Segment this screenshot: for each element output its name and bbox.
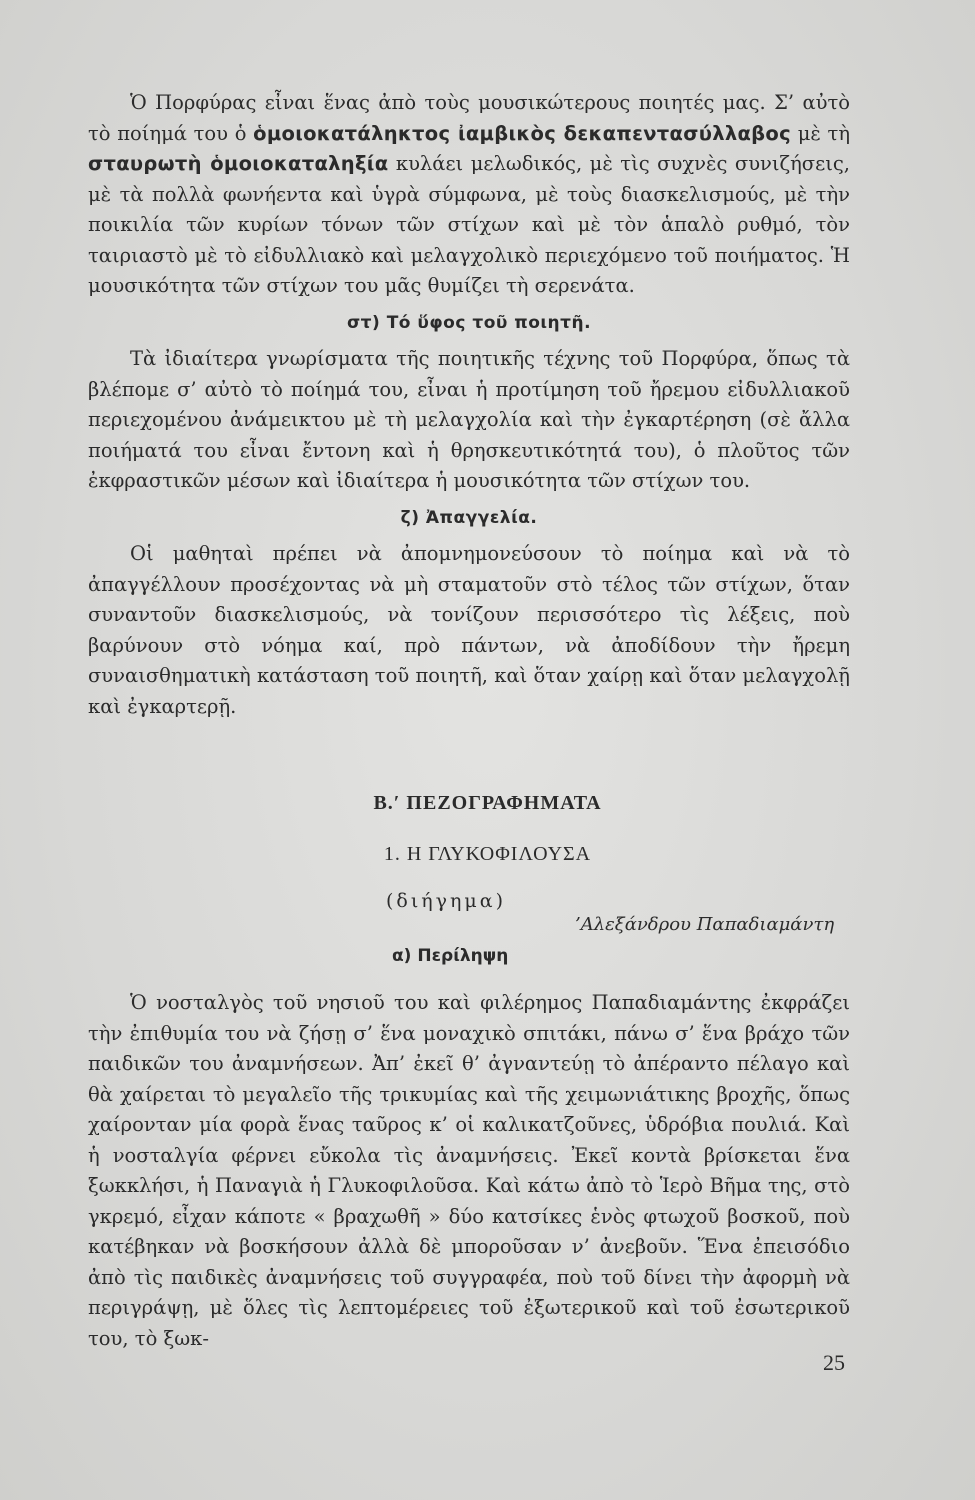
author-name: ’Αλεξάνδρου Παπαδιαμάντη xyxy=(575,914,835,935)
paragraph-summary: Ὁ νοσταλγὸς τοῦ νησιοῦ του καὶ φιλέρημος Παπαδιαμάντης ἐκφράζει τὴν ἐπιθυμία του νὰ ζήσῃ σ’ ἕνα μοναχικὸ σπιτάκι, πάνω σ’ ἕνα βράχο τῶν παιδικῶν του ἀναμνήσεων. Ἀπ’ ἐκεῖ θ’ ἀγναντεύῃ τὸ ἀπέραντο πέλαγο καὶ θὰ χαίρεται τὸ μεγαλεῖο τῆς τρικυμίας καὶ τῆς χειμωνιάτικης βροχῆς, ὅπως χαίρονταν μία φορὰ ἕνας ταῦρος κ’ οἱ καλικατζοῦνες, ὑδρόβια πουλιά. Καὶ ἡ νοσταλγία φέρνει εὔκολα τὶς ἀναμνήσεις. Ἐκεῖ κοντὰ βρίσκεται ἕνα ξωκκλήσι, ἡ Παναγιὰ ἡ Γλυκοφιλοῦσα. Καὶ κάτω ἀπὸ τὸ Ἱερὸ Βῆμα της, στὸ γκρεμό, εἶχαν κάποτε « βραχωθῆ » δύο κατσίκες ἑνὸς φτωχοῦ βοσκοῦ, ποὺ κατέβηκαν νὰ βοσκήσουν ἀλλὰ δὲ μποροῦσαν ν’ ἀνεβοῦν. Ἕνα ἐπεισόδιο ἀπὸ τὶς παιδικὲς ἀναμνήσεις τοῦ συγγραφέα, ποὺ τοῦ δίνει τὴν ἀφορμὴ νὰ περιγράψῃ, μὲ ὅλες τὶς λεπτομέρειες τοῦ ἐξωτερικοῦ καὶ τοῦ ἐσωτερικοῦ του, τὸ ξωκ- xyxy=(88,991,850,1350)
page-number: 25 xyxy=(823,1350,845,1375)
subheading-recitation: ζ) Ἀπαγγελία. xyxy=(400,507,538,528)
body-text-top xyxy=(88,88,850,722)
subheading-style: στ) Τό ὕφος τοῦ ποιητῆ. xyxy=(346,312,592,333)
section-title: Β.′ ΠΕΖΟΓΡΑΦΗΜΑΤΑ xyxy=(373,792,602,814)
paragraph-recitation: Οἱ μαθηταὶ πρέπει νὰ ἀπομνημονεύσουν τὸ ποίημα καὶ νὰ τὸ ἀπαγγέλλουν προσέχοντας νὰ μὴ σταματοῦν στὸ τέλος τῶν στίχων, ὅταν συναντοῦν διασκελισμούς, νὰ τονίζουν περισσότερο τὶς λέξεις, ποὺ βαρύνουν στὸ νόημα καί, πρὸ πάντων, νὰ ἀποδίδουν τὴν ἤρεμη συναισθηματικὴ κατάσταση τοῦ ποιητῆ, καὶ ὅταν χαίρῃ καὶ ὅταν μελαγχολῇ καὶ ἐγκαρτερῇ. xyxy=(88,542,850,718)
story-title: 1. Η ΓΛΥΚΟΦΙΛΟΥΣΑ xyxy=(383,843,592,865)
bold-term-rhyme: σταυρωτὴ ὁμοιοκαταληξία xyxy=(88,152,389,175)
genre-label: (διήγημα) xyxy=(386,890,507,912)
bold-term-meter: ὁμοιοκατάληκτος ἰαμβικὸς δεκαπεντασύλλαβος xyxy=(253,121,791,145)
paragraph-musicality: Ὁ Πορφύρας εἶναι ἕνας ἀπὸ τοὺς μουσικώτερους ποιητές μας. Σ’ αὐτὸ τὸ ποίημά του ὁ ὁμοιοκατάληκτος ἰαμβικὸς δεκαπεντασύλλαβος μὲ τὴ σταυρωτὴ ὁμοιοκαταληξία κυλάει μελωδικός, μὲ τὶς συχνὲς συνιζήσεις, μὲ τὰ πολλὰ φωνήεντα καὶ ὑγρὰ σύμφωνα, μὲ τοὺς διασκελισμούς, μὲ τὴν ποικιλία τῶν κυρίων τόνων τῶν στίχων καὶ μὲ τὸν ἁπαλὸ ρυθμό, τὸν ταιριαστὸ μὲ τὸ εἰδυλλιακὸ καὶ μελαγχολικὸ περιεχόμενο τοῦ ποιήματος. Ἡ μουσικότητα τῶν στίχων του μᾶς θυμίζει τὴ σερενάτα. xyxy=(88,91,850,297)
paragraph-style: Τὰ ἰδιαίτερα γνωρίσματα τῆς ποιητικῆς τέχνης τοῦ Πορφύρα, ὅπως τὰ βλέπομε σ’ αὐτὸ τὸ ποίημά του, εἶναι ἡ προτίμηση τοῦ ἤρεμου εἰδυλλιακοῦ περιεχομένου ἀνάμεικτου μὲ τὴ μελαγχολία καὶ τὴν ἐγκαρτέρηση (σὲ ἄλλα ποιήματά του εἶναι ἔντονη καὶ ἡ θρησκευτικότητά του), ὁ πλοῦτος τῶν ἐκφραστικῶν μέσων καὶ ἰδιαίτερα ἡ μουσικότητα τῶν στίχων του. xyxy=(88,347,850,492)
body-text-summary xyxy=(88,988,850,1354)
summary-heading: α) Περίληψη xyxy=(392,946,509,966)
